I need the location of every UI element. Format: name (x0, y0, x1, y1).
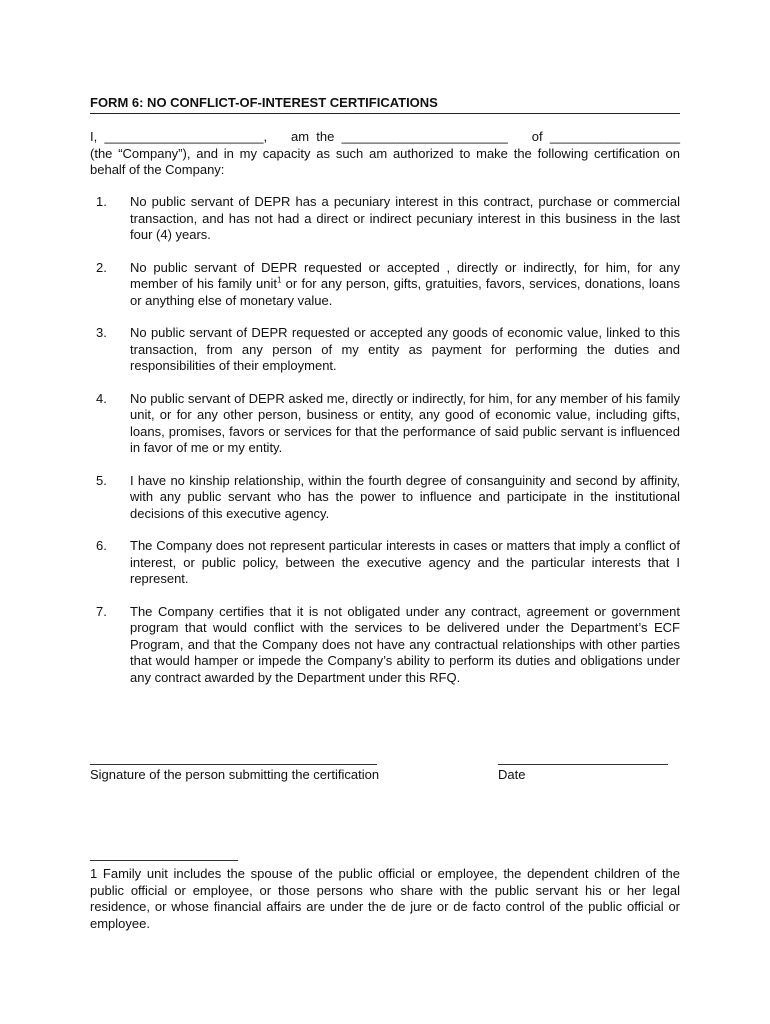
certification-list (90, 194, 680, 702)
signature-label: Signature of the person submitting the certification (90, 767, 380, 782)
intro-paragraph (90, 129, 680, 179)
footnote: 1 Family unit includes the spouse of the public official or employee, the dependent children of the public official or employee, or those persons who share with the public servant his or her legal residence, or whose financial affairs are under the de jure or de facto control of the public official or employee. (90, 866, 680, 931)
date-label: Date (498, 767, 526, 782)
item-text: I have no kinship relationship, within the fourth degree of consanguinity and second by affinity, with any public servant who has the power to influence and participate in the institutional decisions of this executive agency. (130, 472, 680, 521)
signature-line[interactable] (90, 764, 377, 765)
item-text: No public servant of DEPR requested or accepted any goods of economic value, linked to this transaction, from any person of my entity as payment for performing the duties and responsibilities of their employment. (130, 325, 680, 373)
item-text-after: or for any person, gifts, gratuities, favors, services, donations, loans or anything else of monetary value. (130, 276, 680, 308)
item-number: 1. (96, 194, 107, 209)
footnote-reference: 1 (276, 275, 282, 285)
date-line[interactable] (498, 764, 668, 765)
list-item (90, 325, 680, 375)
list-item (90, 604, 680, 687)
item-number: 3. (96, 325, 107, 340)
intro-name-blank[interactable]: I, ______________________, (90, 129, 268, 144)
item-text: No public servant of DEPR has a pecuniary interest in this contract, purchase or commercial transaction, and has not had a direct or indirect pecuniary interest in this business in the last four (4) years. (130, 194, 680, 242)
item-text-before: No public servant of DEPR requested or accepted , directly or indirectly, for him, for any member of his family unit (130, 259, 680, 291)
item-number: 2. (96, 259, 107, 275)
item-number: 4. (96, 390, 107, 406)
item-number: 5. (96, 472, 107, 488)
list-item (90, 260, 680, 310)
list-item (90, 391, 680, 457)
footnote-divider (90, 860, 238, 861)
item-text: No public servant of DEPR asked me, directly or indirectly, for him, for any member of his family unit, or for any other person, business or entity, any good of economic value, including gifts, loans, promises, favors or services for that the performance of said public servant is influenced in favor of me or my entity. (130, 390, 680, 455)
item-number: 7. (96, 603, 107, 619)
list-item (90, 538, 680, 588)
intro-title-blank[interactable]: am the _______________________ (291, 129, 508, 144)
list-item (90, 194, 680, 244)
intro-first-line (90, 129, 680, 146)
intro-rest: (the “Company”), and in my capacity as such am authorized to make the following certification on behalf of the Company: (90, 145, 680, 177)
item-text: The Company does not represent particular interests in cases or matters that imply a conflict of interest, or public policy, between the executive agency and the particular interests that I represent. (130, 538, 680, 586)
item-text: The Company certifies that it is not obligated under any contract, agreement or government program that would conflict with the services to be delivered under the Department’s ECF Program, and that the Company does not have any contractual relationships with other parties that would hamper or impede the Company’s ability to perform its duties and obligations under any contract awarded by the Department under this RFQ. (130, 603, 680, 685)
form-title: FORM 6: NO CONFLICT-OF-INTEREST CERTIFICATIONS (90, 95, 680, 114)
list-item (90, 473, 680, 523)
item-text (130, 260, 680, 310)
intro-company-blank[interactable]: of __________________ (531, 129, 680, 144)
item-number: 6. (96, 538, 107, 553)
